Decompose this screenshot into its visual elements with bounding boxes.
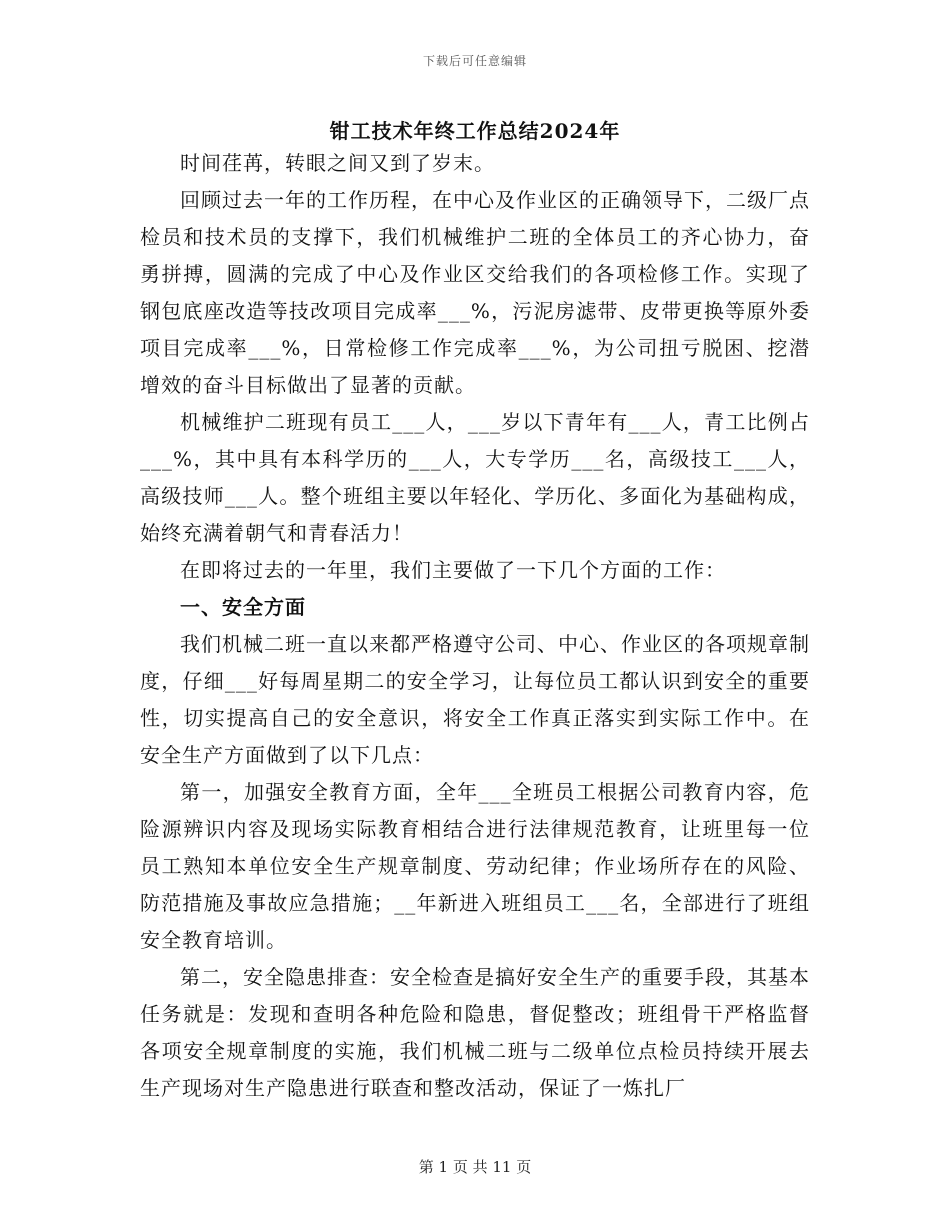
section-heading-safety: 一、安全方面	[180, 595, 306, 619]
document-body	[140, 145, 810, 1107]
paragraph-team-info: 机械维护二班现有员工___人，___岁以下青年有___人，青工比例占___%，其中具有本科学历的___人，大专学历___名，高级技工___人，高级技师___人。整个班组主要以年轻化、学历化、多面化为基础构成，始终充满着朝气和青春活力！	[140, 410, 810, 545]
page-number: 第 1 页 共 11 页	[418, 1158, 532, 1176]
paragraph-review: 回顾过去一年的工作历程，在中心及作业区的正确领导下，二级厂点检员和技术员的支撑下，我们机械维护二班的全体员工的齐心协力，奋勇拼搏，圆满的完成了中心及作业区交给我们的各项检修工作。实现了钢包底座改造等技改项目完成率___%，污泥房滤带、皮带更换等原外委项目完成率___%，日常检修工作完成率___%，为公司扭亏脱困、挖潜增效的奋斗目标做出了显著的贡献。	[140, 188, 810, 397]
paragraph-work-summary-lead: 在即将过去的一年里，我们主要做了一下几个方面的工作：	[180, 558, 726, 582]
paragraph-intro: 时间荏苒，转眼之间又到了岁末。	[180, 151, 495, 175]
paragraph-hazard-check: 第二，安全隐患排查：安全检查是搞好安全生产的重要手段，其基本任务就是：发现和查明各种危险和隐患，督促整改；班组骨干严格监督各项安全规章制度的实施，我们机械二班与二级单位点检员持续开展去生产现场对生产隐患进行联查和整改活动，保证了一炼扎厂	[140, 965, 810, 1100]
paragraph-safety-rules: 我们机械二班一直以来都严格遵守公司、中心、作业区的各项规章制度，仔细___好每周星期二的安全学习，让每位员工都认识到安全的重要性，切实提高自己的安全意识，将安全工作真正落实到实际工作中。在安全生产方面做到了以下几点：	[140, 632, 810, 767]
document-title: 钳工技术年终工作总结2024年	[329, 119, 621, 143]
page-header-note: 下载后可任意编辑	[422, 54, 527, 68]
paragraph-safety-education: 第一，加强安全教育方面，全年___全班员工根据公司教育内容，危险源辨识内容及现场实际教育相结合进行法律规范教育，让班里每一位员工熟知本单位安全生产规章制度、劳动纪律；作业场所存在的风险、防范措施及事故应急措施；__年新进入班组员工___名，全部进行了班组安全教育培训。	[140, 780, 810, 952]
